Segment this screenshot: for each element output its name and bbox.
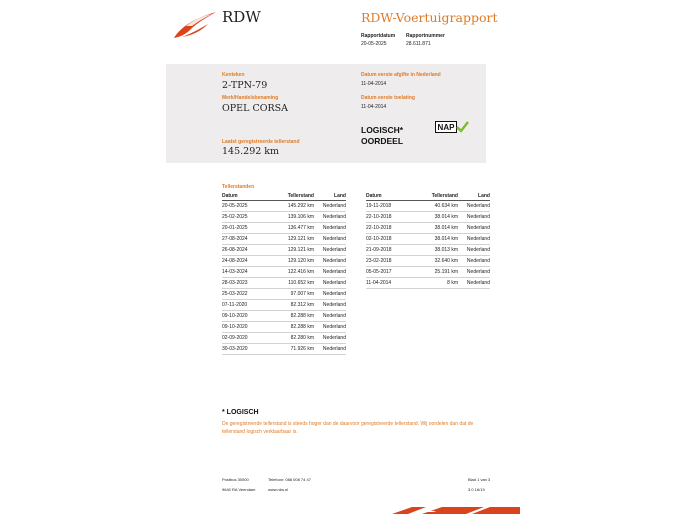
reading-country: Nederland (314, 256, 346, 267)
reading-km: 129.121 km (270, 234, 314, 245)
report-number-block (406, 33, 445, 47)
table-row (366, 201, 490, 212)
footer-stripe-decoration (392, 504, 520, 514)
reading-km: 38.014 km (414, 212, 458, 223)
first-admission-nl-label: Datum eerste afgifte in Nederland (361, 72, 441, 78)
reading-country: Nederland (314, 333, 346, 344)
reading-km: 82.312 km (270, 300, 314, 311)
plate-value: 2-TPN-79 (222, 80, 268, 91)
reading-date: 21-09-2018 (366, 245, 414, 256)
table-row (222, 267, 346, 278)
reading-country: Nederland (314, 234, 346, 245)
reading-date: 05-05-2017 (366, 267, 414, 278)
footer-city: 9640 RA Veendam (222, 487, 256, 492)
table-row (222, 245, 346, 256)
readings-title: Tellerstanden (222, 184, 255, 190)
readings-table-right (366, 192, 490, 289)
footer-website[interactable]: www.rdw.nl (268, 487, 289, 492)
report-date-label: Rapportdatum (361, 33, 396, 39)
reading-km: 122.416 km (270, 267, 314, 278)
reading-km: 38.014 km (414, 223, 458, 234)
reading-date: 09-10-2020 (222, 322, 270, 333)
table-header-row (366, 192, 490, 201)
verdict-line-2: OORDEEL (361, 136, 404, 146)
reading-date: 30-03-2020 (222, 344, 270, 355)
table-row (222, 300, 346, 311)
vehicle-summary-panel (166, 64, 486, 163)
reading-km: 38.013 km (414, 245, 458, 256)
table-row (222, 256, 346, 267)
reading-country: Nederland (314, 289, 346, 300)
reading-date: 20-05-2025 (222, 201, 270, 212)
reading-date: 25-03-2022 (222, 289, 270, 300)
reading-country: Nederland (314, 245, 346, 256)
table-row (366, 212, 490, 223)
reading-km: 82.280 km (270, 333, 314, 344)
table-row (222, 223, 346, 234)
reading-km: 40.634 km (414, 201, 458, 212)
report-date-block (361, 33, 395, 47)
footer-phone: Telefoon: 088 008 74 47 (268, 477, 311, 482)
reading-date: 02-09-2020 (222, 333, 270, 344)
reading-date: 28-03-2023 (222, 278, 270, 289)
reading-country: Nederland (314, 267, 346, 278)
table-row (366, 245, 490, 256)
reading-km: 97.007 km (270, 289, 314, 300)
reading-country: Nederland (458, 212, 490, 223)
reading-km: 129.120 km (270, 256, 314, 267)
reading-country: Nederland (458, 256, 490, 267)
reading-km: 82.288 km (270, 311, 314, 322)
first-admission-value: 11-04-2014 (361, 104, 387, 110)
reading-date: 07-11-2020 (222, 300, 270, 311)
col-reading-header: Tellerstand (414, 192, 458, 201)
reading-date: 11-04-2014 (366, 278, 414, 289)
rdw-logo-icon (172, 10, 218, 40)
readings-table-left (222, 192, 346, 355)
reading-km: 25.191 km (414, 267, 458, 278)
nap-logo-icon (435, 121, 469, 133)
reading-km: 110.652 km (270, 278, 314, 289)
reading-date: 26-08-2024 (222, 245, 270, 256)
table-row (366, 278, 490, 289)
table-row (222, 322, 346, 333)
table-row (366, 256, 490, 267)
footer-postbox: Postbus 30000 (222, 477, 249, 482)
brand-name: RDW (222, 8, 261, 26)
reading-country: Nederland (314, 223, 346, 234)
reading-km: 71.926 km (270, 344, 314, 355)
reading-country: Nederland (314, 311, 346, 322)
reading-country: Nederland (458, 223, 490, 234)
reading-date: 23-02-2018 (366, 256, 414, 267)
reading-country: Nederland (314, 212, 346, 223)
reading-km: 38.014 km (414, 234, 458, 245)
reading-km: 139.106 km (270, 212, 314, 223)
reading-km: 82.288 km (270, 322, 314, 333)
reading-country: Nederland (458, 278, 490, 289)
table-row (222, 344, 346, 355)
reading-country: Nederland (314, 344, 346, 355)
document-title: RDW-Voertuigrapport (361, 10, 498, 25)
reading-km: 8 km (414, 278, 458, 289)
reading-date: 19-11-2018 (366, 201, 414, 212)
report-date: 20-05-2025 (361, 41, 387, 47)
reading-km: 145.292 km (270, 201, 314, 212)
col-country-header: Land (458, 192, 490, 201)
reading-km: 129.121 km (270, 245, 314, 256)
table-row (222, 234, 346, 245)
verdict (361, 125, 403, 147)
reading-date: 22-10-2018 (366, 212, 414, 223)
table-row (366, 223, 490, 234)
odometer-label: Laatst geregistreerde tellerstand (222, 139, 300, 145)
make-label: Merk/Handelsbenaming (222, 95, 279, 101)
table-row (366, 234, 490, 245)
first-admission-nl-value: 11-04-2014 (361, 81, 387, 87)
reading-country: Nederland (458, 201, 490, 212)
table-row (366, 267, 490, 278)
reading-date: 14-03-2024 (222, 267, 270, 278)
reading-date: 27-08-2024 (222, 234, 270, 245)
reading-date: 22-10-2018 (366, 223, 414, 234)
explanation-text: De geregistreerde tellerstand is steeds hoger dan de daarvoor geregistreerde tellerstand. Wij oordelen dan dat de tellerstand logisch verklaarbaar is. (222, 421, 474, 435)
reading-date: 20-01-2025 (222, 223, 270, 234)
table-row (222, 278, 346, 289)
footer-version: 3.0 16/19 (468, 487, 485, 492)
first-admission-label: Datum eerste toelating (361, 95, 415, 101)
col-date-header: Datum (222, 192, 270, 201)
odometer-value: 145.292 km (222, 146, 280, 157)
nap-text: NAP (437, 123, 455, 132)
footer-page-number: Blad 1 van 3 (468, 477, 491, 482)
reading-date: 02-10-2018 (366, 234, 414, 245)
report-number-label: Rapportnummer (406, 33, 445, 39)
reading-country: Nederland (458, 234, 490, 245)
reading-date: 24-08-2024 (222, 256, 270, 267)
make-value: OPEL CORSA (222, 103, 289, 114)
plate-label: Kenteken (222, 72, 245, 78)
table-row (222, 311, 346, 322)
col-date-header: Datum (366, 192, 414, 201)
reading-country: Nederland (314, 322, 346, 333)
col-reading-header: Tellerstand (270, 192, 314, 201)
reading-country: Nederland (314, 278, 346, 289)
reading-date: 09-10-2020 (222, 311, 270, 322)
reading-country: Nederland (314, 201, 346, 212)
reading-date: 25-02-2025 (222, 212, 270, 223)
report-number: 28.611.871 (406, 41, 431, 47)
table-row (222, 289, 346, 300)
col-country-header: Land (314, 192, 346, 201)
reading-country: Nederland (458, 245, 490, 256)
explanation-title: * LOGISCH (222, 409, 259, 416)
table-row (222, 333, 346, 344)
reading-country: Nederland (314, 300, 346, 311)
table-header-row (222, 192, 346, 201)
verdict-line-1: LOGISCH* (361, 125, 404, 135)
reading-km: 32.640 km (414, 256, 458, 267)
table-row (222, 201, 346, 212)
reading-country: Nederland (458, 267, 490, 278)
table-row (222, 212, 346, 223)
reading-km: 136.477 km (270, 223, 314, 234)
